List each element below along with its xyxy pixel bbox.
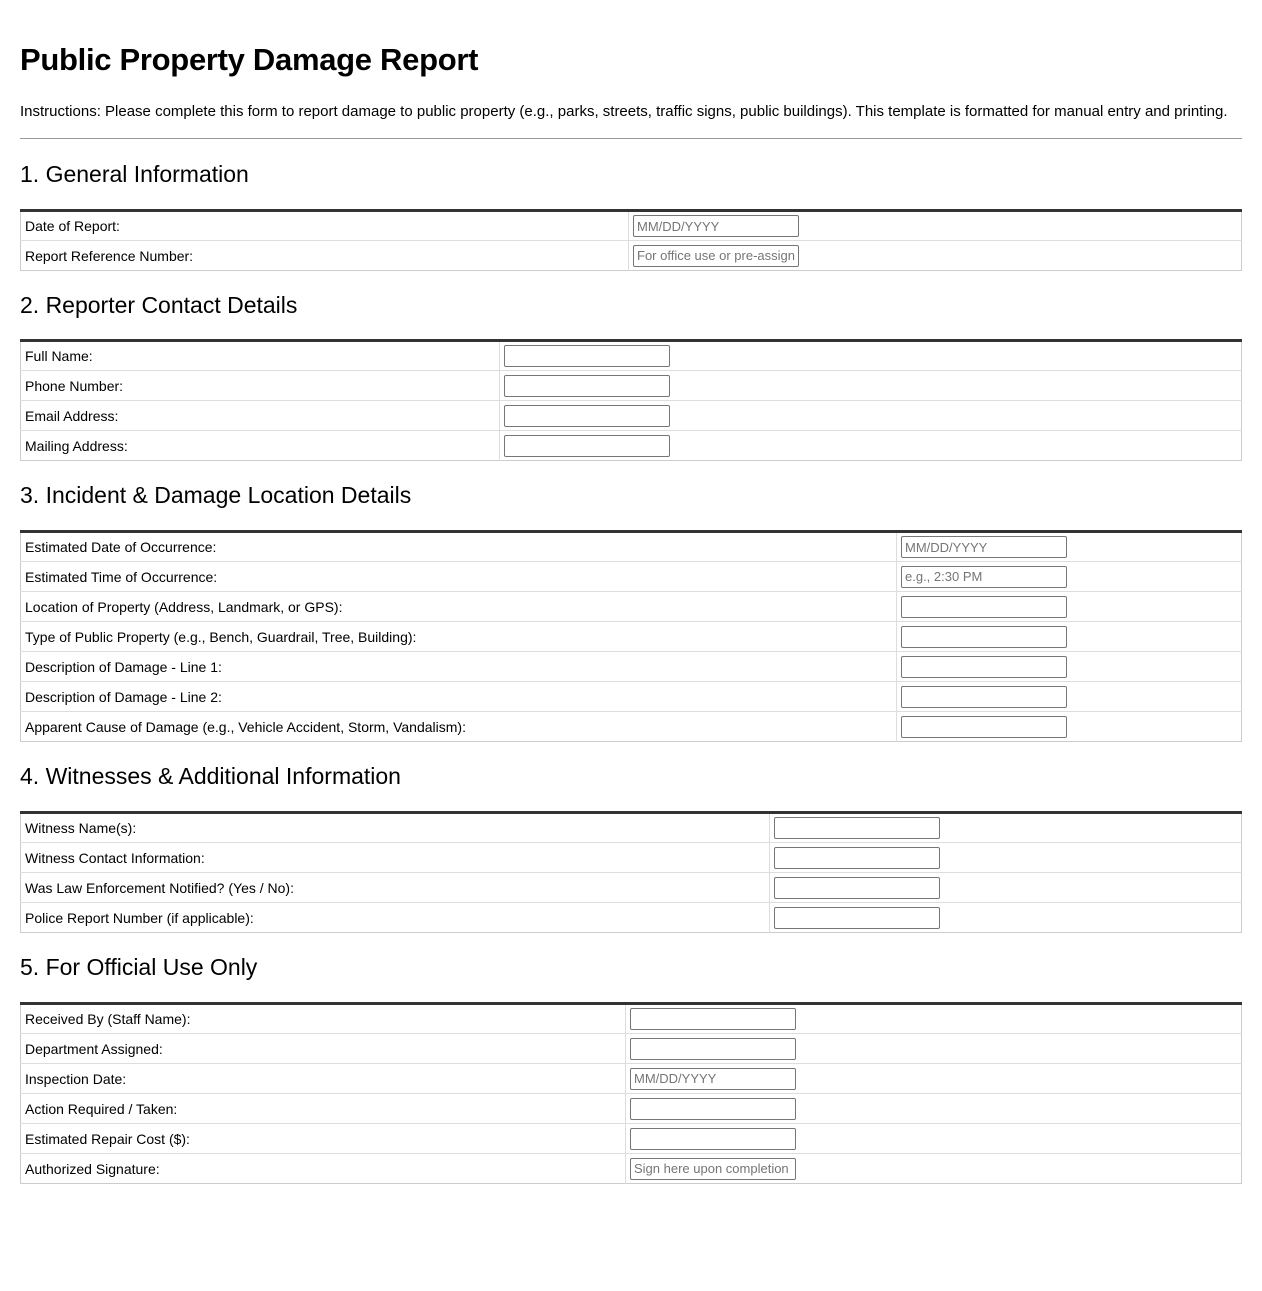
- field-label: Full Name:: [21, 341, 500, 371]
- field-cell: [770, 843, 1242, 873]
- form-row: [21, 712, 1242, 742]
- damage-cause-field[interactable]: [901, 716, 1067, 738]
- field-label: Witness Contact Information:: [21, 843, 770, 873]
- email-address-field[interactable]: [504, 405, 670, 427]
- field-cell: [770, 903, 1242, 933]
- field-cell: [500, 401, 1242, 431]
- form-row: [21, 1034, 1242, 1064]
- field-label: Type of Public Property (e.g., Bench, Guardrail, Tree, Building):: [21, 622, 897, 652]
- form-row: [21, 211, 1242, 241]
- field-cell: [897, 712, 1242, 742]
- form-row: [21, 682, 1242, 712]
- field-cell: [897, 562, 1242, 592]
- form-row: [21, 843, 1242, 873]
- form-row: [21, 562, 1242, 592]
- field-cell: [500, 431, 1242, 461]
- form-row: [21, 1124, 1242, 1154]
- field-cell: [626, 1034, 1242, 1064]
- section-reporter-contact-details: [20, 291, 1242, 461]
- field-cell: [626, 1124, 1242, 1154]
- date-of-report-field[interactable]: [633, 215, 799, 237]
- field-label: Witness Name(s):: [21, 813, 770, 843]
- witness-names-field[interactable]: [774, 817, 940, 839]
- form-row: [21, 813, 1242, 843]
- occurrence-time-field[interactable]: [901, 566, 1067, 588]
- form-row: [21, 431, 1242, 461]
- field-label: Phone Number:: [21, 371, 500, 401]
- repair-cost-field[interactable]: [630, 1128, 796, 1150]
- full-name-field[interactable]: [504, 345, 670, 367]
- field-cell: [897, 532, 1242, 562]
- field-label: Estimated Date of Occurrence:: [21, 532, 897, 562]
- field-label: Police Report Number (if applicable):: [21, 903, 770, 933]
- form-row: [21, 873, 1242, 903]
- field-cell: [626, 1094, 1242, 1124]
- general-information-table: [20, 209, 1242, 271]
- instructions-text: Instructions: Please complete this form to report damage to public property (e.g., parks, streets, traffic signs, public buildings). This template is formatted for manual entry and printing.: [20, 103, 1228, 120]
- section-title: 3. Incident & Damage Location Details: [20, 482, 412, 508]
- reporter-contact-table: [20, 339, 1242, 461]
- section-general-information: [20, 160, 1242, 271]
- field-label: Inspection Date:: [21, 1064, 626, 1094]
- field-label: Location of Property (Address, Landmark, or GPS):: [21, 592, 897, 622]
- field-cell: [897, 622, 1242, 652]
- occurrence-date-field[interactable]: [901, 536, 1067, 558]
- field-label: Apparent Cause of Damage (e.g., Vehicle Accident, Storm, Vandalism):: [21, 712, 897, 742]
- field-label: Was Law Enforcement Notified? (Yes / No):: [21, 873, 770, 903]
- field-label: Report Reference Number:: [21, 241, 629, 271]
- field-cell: [629, 241, 1242, 271]
- property-type-field[interactable]: [901, 626, 1067, 648]
- field-cell: [500, 341, 1242, 371]
- field-label: Mailing Address:: [21, 431, 500, 461]
- section-title: 5. For Official Use Only: [20, 954, 258, 980]
- field-cell: [626, 1004, 1242, 1034]
- field-cell: [626, 1064, 1242, 1094]
- witness-contact-field[interactable]: [774, 847, 940, 869]
- official-use-table: [20, 1002, 1242, 1184]
- damage-description-line-2-field[interactable]: [901, 686, 1067, 708]
- section-title: 1. General Information: [20, 161, 249, 187]
- field-cell: [897, 592, 1242, 622]
- form-row: [21, 1154, 1242, 1184]
- page-title: Public Property Damage Report: [20, 42, 479, 77]
- phone-number-field[interactable]: [504, 375, 670, 397]
- form-row: [21, 622, 1242, 652]
- field-label: Description of Damage - Line 1:: [21, 652, 897, 682]
- field-label: Estimated Time of Occurrence:: [21, 562, 897, 592]
- field-label: Date of Report:: [21, 211, 629, 241]
- form-row: [21, 652, 1242, 682]
- form-row: [21, 592, 1242, 622]
- form-row: [21, 1094, 1242, 1124]
- damage-description-line-1-field[interactable]: [901, 656, 1067, 678]
- field-cell: [629, 211, 1242, 241]
- form-row: [21, 371, 1242, 401]
- field-label: Action Required / Taken:: [21, 1094, 626, 1124]
- divider: [20, 138, 1242, 139]
- received-by-field[interactable]: [630, 1008, 796, 1030]
- field-label: Email Address:: [21, 401, 500, 431]
- mailing-address-field[interactable]: [504, 435, 670, 457]
- form-row: [21, 1004, 1242, 1034]
- field-label: Department Assigned:: [21, 1034, 626, 1064]
- form-row: [21, 341, 1242, 371]
- field-label: Received By (Staff Name):: [21, 1004, 626, 1034]
- department-assigned-field[interactable]: [630, 1038, 796, 1060]
- police-report-number-field[interactable]: [774, 907, 940, 929]
- incident-details-table: [20, 530, 1242, 742]
- section-title: 2. Reporter Contact Details: [20, 292, 298, 318]
- action-taken-field[interactable]: [630, 1098, 796, 1120]
- authorized-signature-field[interactable]: [630, 1158, 796, 1180]
- form-row: [21, 241, 1242, 271]
- field-label: Description of Damage - Line 2:: [21, 682, 897, 712]
- property-location-field[interactable]: [901, 596, 1067, 618]
- report-reference-number-field[interactable]: [633, 245, 799, 267]
- field-label: Estimated Repair Cost ($):: [21, 1124, 626, 1154]
- field-cell: [626, 1154, 1242, 1184]
- section-incident-location-details: [20, 481, 1242, 742]
- law-enforcement-notified-field[interactable]: [774, 877, 940, 899]
- inspection-date-field[interactable]: [630, 1068, 796, 1090]
- form-row: [21, 401, 1242, 431]
- witnesses-table: [20, 811, 1242, 933]
- form-row: [21, 903, 1242, 933]
- section-official-use: [20, 953, 1242, 1184]
- form-row: [21, 532, 1242, 562]
- section-title: 4. Witnesses & Additional Information: [20, 763, 401, 789]
- field-cell: [770, 873, 1242, 903]
- field-cell: [770, 813, 1242, 843]
- field-label: Authorized Signature:: [21, 1154, 626, 1184]
- field-cell: [897, 652, 1242, 682]
- field-cell: [500, 371, 1242, 401]
- field-cell: [897, 682, 1242, 712]
- form-row: [21, 1064, 1242, 1094]
- section-witnesses: [20, 762, 1242, 933]
